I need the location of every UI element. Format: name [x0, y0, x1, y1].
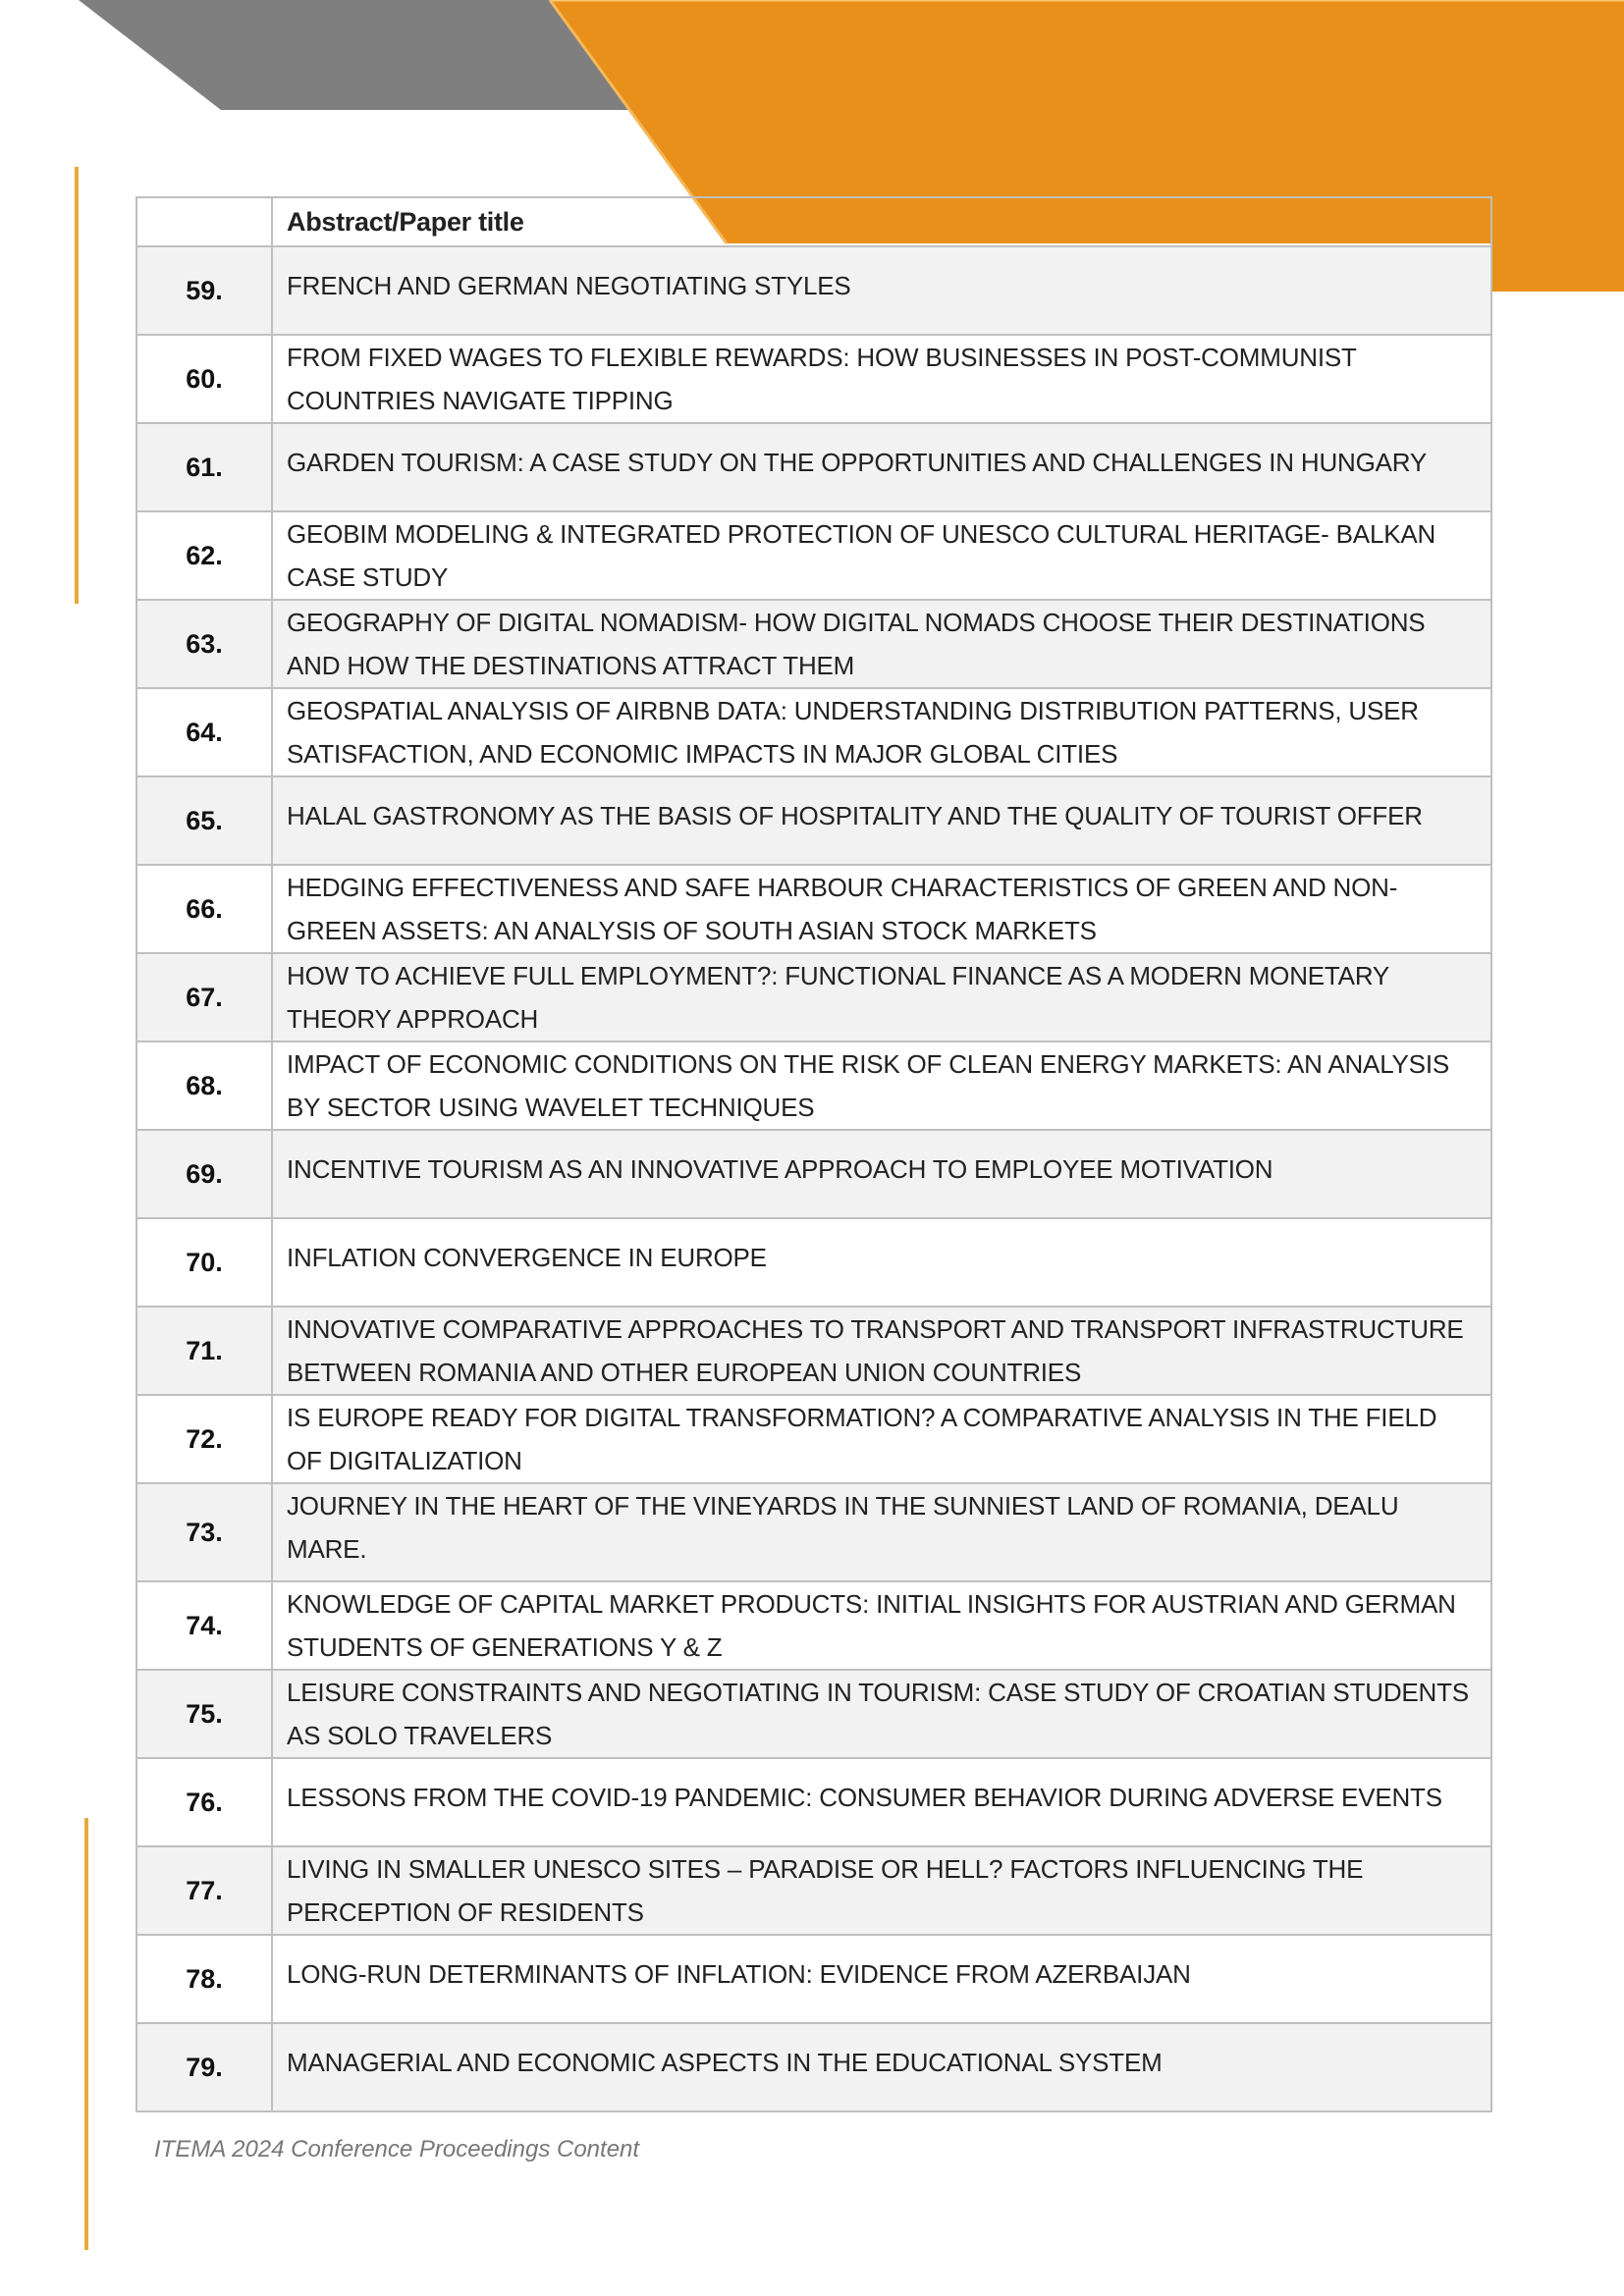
table-row — [136, 335, 1491, 423]
left-accent-line-top — [75, 167, 79, 604]
paper-title: LONG-RUN DETERMINANTS OF INFLATION: EVIDENCE FROM AZERBAIJAN — [272, 1935, 1491, 2023]
paper-title: LEISURE CONSTRAINTS AND NEGOTIATING IN TOURISM: CASE STUDY OF CROATIAN STUDENTS AS SOLO TRAVELERS — [272, 1670, 1491, 1758]
paper-number: 71. — [136, 1307, 272, 1395]
paper-title: LIVING IN SMALLER UNESCO SITES – PARADISE OR HELL? FACTORS INFLUENCING THE PERCEPTION OF RESIDENTS — [272, 1846, 1491, 1935]
paper-title: LESSONS FROM THE COVID-19 PANDEMIC: CONSUMER BEHAVIOR DURING ADVERSE EVENTS — [272, 1758, 1491, 1846]
paper-title: FRENCH AND GERMAN NEGOTIATING STYLES — [272, 246, 1491, 335]
paper-title: HEDGING EFFECTIVENESS AND SAFE HARBOUR CHARACTERISTICS OF GREEN AND NON-GREEN ASSETS: AN ANALYSIS OF SOUTH ASIAN STOCK MARKETS — [272, 865, 1491, 953]
paper-title: KNOWLEDGE OF CAPITAL MARKET PRODUCTS: INITIAL INSIGHTS FOR AUSTRIAN AND GERMAN STUDENTS OF GENERATIONS Y & Z — [272, 1581, 1491, 1670]
header-num-cell — [136, 197, 272, 246]
table-row — [136, 246, 1491, 335]
paper-title: JOURNEY IN THE HEART OF THE VINEYARDS IN THE SUNNIEST LAND OF ROMANIA, DEALU MARE. — [272, 1483, 1491, 1581]
paper-title: GEOBIM MODELING & INTEGRATED PROTECTION OF UNESCO CULTURAL HERITAGE- BALKAN CASE STUDY — [272, 511, 1491, 600]
paper-number: 77. — [136, 1846, 272, 1935]
paper-number: 60. — [136, 335, 272, 423]
table-row — [136, 1846, 1491, 1935]
paper-title: HALAL GASTRONOMY AS THE BASIS OF HOSPITALITY AND THE QUALITY OF TOURIST OFFER — [272, 776, 1491, 865]
paper-title: INFLATION CONVERGENCE IN EUROPE — [272, 1218, 1491, 1307]
table-row — [136, 1395, 1491, 1483]
paper-number: 64. — [136, 688, 272, 776]
paper-title: INNOVATIVE COMPARATIVE APPROACHES TO TRANSPORT AND TRANSPORT INFRASTRUCTURE BETWEEN ROMANIA AND OTHER EUROPEAN UNION COUNTRIES — [272, 1307, 1491, 1395]
left-accent-line-bottom — [84, 1818, 88, 2250]
paper-title: IS EUROPE READY FOR DIGITAL TRANSFORMATION? A COMPARATIVE ANALYSIS IN THE FIELD OF DIGITALIZATION — [272, 1395, 1491, 1483]
paper-title: GEOSPATIAL ANALYSIS OF AIRBNB DATA: UNDERSTANDING DISTRIBUTION PATTERNS, USER SATISFACTION, AND ECONOMIC IMPACTS IN MAJOR GLOBAL CITIES — [272, 688, 1491, 776]
paper-number: 69. — [136, 1130, 272, 1218]
paper-title: IMPACT OF ECONOMIC CONDITIONS ON THE RISK OF CLEAN ENERGY MARKETS: AN ANALYSIS BY SECTOR USING WAVELET TECHNIQUES — [272, 1041, 1491, 1130]
table-row — [136, 600, 1491, 688]
table-header-row — [136, 197, 1491, 246]
table-row — [136, 865, 1491, 953]
papers-table — [135, 196, 1492, 2112]
paper-number: 68. — [136, 1041, 272, 1130]
table-row — [136, 2023, 1491, 2111]
table-row — [136, 1483, 1491, 1581]
table-row — [136, 511, 1491, 600]
table-row — [136, 423, 1491, 511]
paper-title: GARDEN TOURISM: A CASE STUDY ON THE OPPORTUNITIES AND CHALLENGES IN HUNGARY — [272, 423, 1491, 511]
paper-number: 73. — [136, 1483, 272, 1581]
paper-number: 72. — [136, 1395, 272, 1483]
paper-title: FROM FIXED WAGES TO FLEXIBLE REWARDS: HOW BUSINESSES IN POST-COMMUNIST COUNTRIES NAVIGATE TIPPING — [272, 335, 1491, 423]
paper-title: INCENTIVE TOURISM AS AN INNOVATIVE APPROACH TO EMPLOYEE MOTIVATION — [272, 1130, 1491, 1218]
footer-caption: ITEMA 2024 Conference Proceedings Content — [154, 2136, 640, 2163]
table-row — [136, 1758, 1491, 1846]
paper-number: 63. — [136, 600, 272, 688]
table-row — [136, 776, 1491, 865]
table-row — [136, 1041, 1491, 1130]
paper-title: MANAGERIAL AND ECONOMIC ASPECTS IN THE EDUCATIONAL SYSTEM — [272, 2023, 1491, 2111]
paper-number: 79. — [136, 2023, 272, 2111]
table-row — [136, 688, 1491, 776]
paper-title: GEOGRAPHY OF DIGITAL NOMADISM- HOW DIGITAL NOMADS CHOOSE THEIR DESTINATIONS AND HOW THE DESTINATIONS ATTRACT THEM — [272, 600, 1491, 688]
paper-title: HOW TO ACHIEVE FULL EMPLOYMENT?: FUNCTIONAL FINANCE AS A MODERN MONETARY THEORY APPROACH — [272, 953, 1491, 1041]
table-row — [136, 1130, 1491, 1218]
table-row — [136, 1670, 1491, 1758]
table-row — [136, 953, 1491, 1041]
paper-number: 62. — [136, 511, 272, 600]
paper-number: 65. — [136, 776, 272, 865]
paper-number: 74. — [136, 1581, 272, 1670]
papers-table-body — [136, 246, 1491, 2111]
paper-number: 78. — [136, 1935, 272, 2023]
paper-number: 66. — [136, 865, 272, 953]
paper-number: 76. — [136, 1758, 272, 1846]
paper-number: 59. — [136, 246, 272, 335]
table-row — [136, 1935, 1491, 2023]
table-row — [136, 1581, 1491, 1670]
paper-number: 67. — [136, 953, 272, 1041]
paper-number: 75. — [136, 1670, 272, 1758]
paper-number: 70. — [136, 1218, 272, 1307]
header-title-cell: Abstract/Paper title — [272, 197, 1491, 246]
table-row — [136, 1218, 1491, 1307]
table-row — [136, 1307, 1491, 1395]
paper-number: 61. — [136, 423, 272, 511]
